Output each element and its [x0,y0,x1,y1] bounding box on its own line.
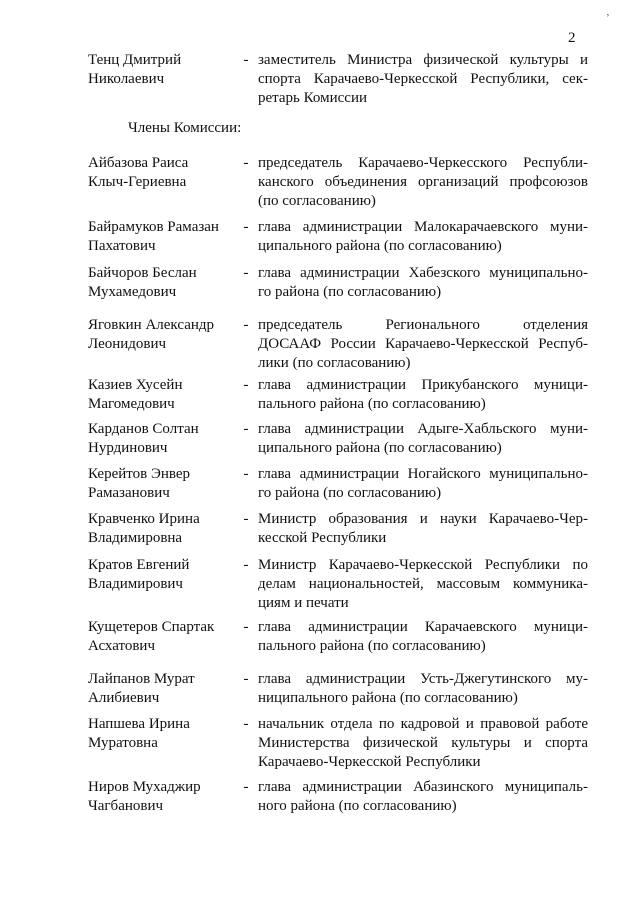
member-role [258,316,588,373]
role-line: спорта Карачаево-Черкесской Республики, сек- [258,71,588,87]
role-line: Министр образования и науки Карачаево-Чер- [258,511,588,527]
member-name [88,154,238,192]
dash-separator: - [243,779,249,795]
member-role [258,218,588,256]
member-name-line: Клыч-Гериевна [88,174,187,190]
role-line: пального района (по согласованию) [258,396,486,412]
dash-separator: - [243,52,249,68]
member-name [88,218,238,256]
member-role [258,510,588,548]
member-name-line: Леонидович [88,336,167,352]
role-line: заместитель Министра физической культуры и [258,52,588,68]
member-name [88,778,238,816]
member-role [258,715,588,772]
role-line: ного района (по согласованию) [258,798,457,814]
member-role [258,778,588,816]
member-name [88,420,238,458]
role-line: глава администрации Усть-Джегутинского му- [258,671,588,687]
members-heading: Члены Комиссии: [128,120,242,136]
dash-separator: - [243,716,249,732]
member-name-line: Тенц Дмитрий [88,52,182,68]
member-name-line: Владимировна [88,530,183,546]
member-name [88,376,238,414]
member-name-line: Мухамедович [88,284,177,300]
member-role [258,376,588,414]
role-line: кесской Республики [258,530,387,546]
member-name-line: Нурдинович [88,440,168,456]
role-line: пального района (по согласованию) [258,638,486,654]
member-name-line: Яговкин Александр [88,317,215,333]
member-name-line: Байчоров Беслан [88,265,197,281]
dash-separator: - [243,466,249,482]
role-line: го района (по согласованию) [258,485,442,501]
member-name-line: Кратов Евгений [88,557,190,573]
role-line: го района (по согласованию) [258,284,442,300]
role-line: глава администрации Малокарачаевского муни- [258,219,588,235]
member-name [88,715,238,753]
role-line: Карачаево-Черкесской Республики [258,754,481,770]
role-line: лики (по согласованию) [258,355,411,371]
member-name-line: Карданов Солтан [88,421,199,437]
member-name-line: Кравченко Ирина [88,511,200,527]
member-name-line: Керейтов Энвер [88,466,191,482]
member-name-line: Пахатович [88,238,156,254]
dash-separator: - [243,377,249,393]
member-name-line: Айбазова Раиса [88,155,189,171]
dash-separator: - [243,317,249,333]
role-line: ДОСААФ России Карачаево-Черкесской Респуб- [258,336,588,352]
member-role [258,465,588,503]
member-role [258,51,588,108]
member-name-line: Байрамуков Рамазан [88,219,219,235]
role-line: (по согласованию) [258,193,376,209]
member-role [258,264,588,302]
corner-mark: ’ [606,12,610,24]
member-name [88,670,238,708]
role-line: глава администрации Адыге-Хабльского муни- [258,421,588,437]
member-role [258,154,588,211]
role-line: ниципального района (по согласованию) [258,690,518,706]
member-name-line: Ниров Мухаджир [88,779,201,795]
member-name [88,510,238,548]
member-name [88,316,238,354]
member-role [258,670,588,708]
role-line: глава администрации Ногайского муниципально- [258,466,588,482]
member-role [258,420,588,458]
member-name-line: Напшева Ирина [88,716,190,732]
role-line: начальник отдела по кадровой и правовой работе [258,716,588,732]
role-line: ципального района (по согласованию) [258,440,502,456]
member-name-line: Чагбанович [88,798,164,814]
dash-separator: - [243,421,249,437]
member-role [258,618,588,656]
dash-separator: - [243,557,249,573]
member-name-line: Кущетеров Спартак [88,619,215,635]
dash-separator: - [243,219,249,235]
member-name-line: Николаевич [88,71,165,87]
dash-separator: - [243,619,249,635]
member-name-line: Алибиевич [88,690,160,706]
member-name [88,618,238,656]
role-line: глава администрации Абазинского муниципаль- [258,779,588,795]
role-line: Министр Карачаево-Черкесской Республики по [258,557,588,573]
member-role [258,556,588,613]
role-line: председатель Регионального отделения [258,317,588,333]
member-name-line: Асхатович [88,638,156,654]
role-line: глава администрации Карачаевского муници- [258,619,588,635]
role-line: глава администрации Прикубанского муници- [258,377,588,393]
member-name-line: Магомедович [88,396,175,412]
member-name [88,465,238,503]
role-line: делам национальностей, массовым коммуника- [258,576,588,592]
dash-separator: - [243,511,249,527]
role-line: ретарь Комиссии [258,90,368,106]
role-line: канского объединения организаций профсоюзов [258,174,588,190]
role-line: Министерства физической культуры и спорта [258,735,588,751]
member-name-line: Лайпанов Мурат [88,671,195,687]
role-line: ципального района (по согласованию) [258,238,502,254]
role-line: циям и печати [258,595,349,611]
dash-separator: - [243,265,249,281]
page-number: 2 [568,30,576,46]
member-name-line: Владимирович [88,576,183,592]
member-name [88,264,238,302]
role-line: председатель Карачаево-Черкесского Республи- [258,155,588,171]
role-line: глава администрации Хабезского муниципально- [258,265,588,281]
member-name-line: Казиев Хусейн [88,377,183,393]
member-name [88,51,238,89]
dash-separator: - [243,671,249,687]
dash-separator: - [243,155,249,171]
member-name-line: Рамазанович [88,485,170,501]
member-name [88,556,238,594]
member-name-line: Муратовна [88,735,158,751]
